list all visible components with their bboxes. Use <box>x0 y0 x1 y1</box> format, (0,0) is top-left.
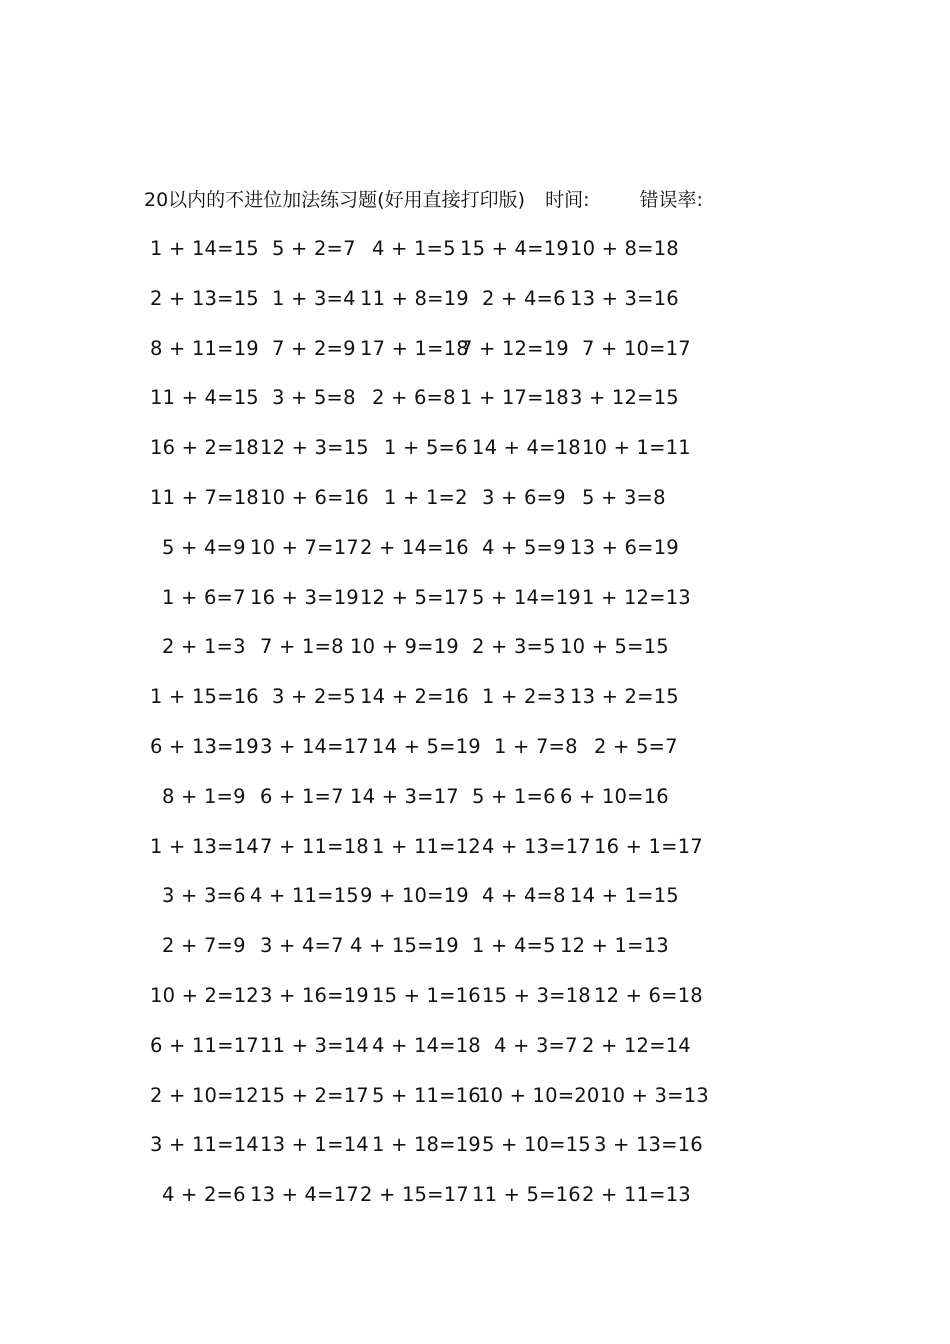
time-label: 时间: <box>545 189 590 211</box>
equation-cell: 7 + 11=18 <box>260 834 369 858</box>
equation-cell: 2 + 4=6 <box>482 286 566 310</box>
equation-cell: 3 + 2=5 <box>272 685 356 709</box>
equation-cell: 4 + 4=8 <box>482 884 566 908</box>
equation-cell: 1 + 1=2 <box>384 485 468 509</box>
equation-cell: 7 + 10=17 <box>582 336 691 360</box>
equation-cell: 2 + 6=8 <box>372 386 456 410</box>
equation-cell: 1 + 5=6 <box>384 436 468 460</box>
equation-cell: 5 + 11=16 <box>372 1083 481 1107</box>
equation-cell: 4 + 11=15 <box>250 884 359 908</box>
equation-cell: 2 + 12=14 <box>582 1033 691 1057</box>
equation-cell: 1 + 15=16 <box>150 685 259 709</box>
equation-cell: 14 + 5=19 <box>372 734 481 758</box>
equation-cell: 15 + 3=18 <box>482 983 591 1007</box>
equation-cell: 11 + 3=14 <box>260 1033 369 1057</box>
equation-cell: 2 + 14=16 <box>360 535 469 559</box>
equation-cell: 16 + 1=17 <box>594 834 703 858</box>
equation-cell: 1 + 13=14 <box>150 834 259 858</box>
equation-cell: 5 + 10=15 <box>482 1133 591 1157</box>
equation-cell: 15 + 2=17 <box>260 1083 369 1107</box>
equation-cell: 7 + 12=19 <box>460 336 569 360</box>
equation-cell: 10 + 7=17 <box>250 535 359 559</box>
equation-cell: 8 + 11=19 <box>150 336 259 360</box>
equation-cell: 3 + 11=14 <box>150 1133 259 1157</box>
equation-cell: 8 + 1=9 <box>162 784 246 808</box>
equation-cell: 13 + 3=16 <box>570 286 679 310</box>
equation-cell: 6 + 10=16 <box>560 784 669 808</box>
equation-cell: 10 + 1=11 <box>582 436 691 460</box>
equation-cell: 4 + 2=6 <box>162 1183 246 1207</box>
equation-cell: 13 + 4=17 <box>250 1183 359 1207</box>
equation-cell: 4 + 3=7 <box>494 1033 578 1057</box>
equation-cell: 12 + 1=13 <box>560 934 669 958</box>
equation-cell: 2 + 10=12 <box>150 1083 259 1107</box>
equation-cell: 5 + 14=19 <box>472 585 581 609</box>
equation-cell: 11 + 4=15 <box>150 386 259 410</box>
equation-cell: 4 + 15=19 <box>350 934 459 958</box>
equation-cell: 2 + 7=9 <box>162 934 246 958</box>
equation-cell: 10 + 8=18 <box>570 237 679 260</box>
equation-cell: 3 + 12=15 <box>570 386 679 410</box>
equation-cell: 3 + 6=9 <box>482 485 566 509</box>
equation-cell: 1 + 6=7 <box>162 585 246 609</box>
equation-cell: 12 + 6=18 <box>594 983 703 1007</box>
equation-cell: 2 + 3=5 <box>472 635 556 659</box>
error-rate-label: 错误率: <box>639 189 703 211</box>
equation-cell: 1 + 3=4 <box>272 286 356 310</box>
equation-cell: 14 + 1=15 <box>570 884 679 908</box>
worksheet-header <box>144 186 703 214</box>
equation-cell: 1 + 7=8 <box>494 734 578 758</box>
equation-cell: 15 + 4=19 <box>460 237 569 260</box>
equation-cell: 1 + 4=5 <box>472 934 556 958</box>
equation-cell: 12 + 3=15 <box>260 436 369 460</box>
equation-cell: 4 + 14=18 <box>372 1033 481 1057</box>
equation-cell: 10 + 2=12 <box>150 983 259 1007</box>
equation-cell: 16 + 2=18 <box>150 436 259 460</box>
equation-cell: 2 + 15=17 <box>360 1183 469 1207</box>
equation-cell: 12 + 5=17 <box>360 585 469 609</box>
equation-cell: 11 + 8=19 <box>360 286 469 310</box>
equation-cell: 7 + 2=9 <box>272 336 356 360</box>
equation-cell: 5 + 4=9 <box>162 535 246 559</box>
equation-cell: 7 + 1=8 <box>260 635 344 659</box>
equation-cell: 6 + 1=7 <box>260 784 344 808</box>
equation-cell: 1 + 2=3 <box>482 685 566 709</box>
equation-cell: 3 + 14=17 <box>260 734 369 758</box>
equation-cell: 5 + 1=6 <box>472 784 556 808</box>
equation-cell: 10 + 5=15 <box>560 635 669 659</box>
equation-cell: 1 + 12=13 <box>582 585 691 609</box>
equation-cell: 10 + 6=16 <box>260 485 369 509</box>
equation-cell: 13 + 1=14 <box>260 1133 369 1157</box>
equation-cell: 6 + 13=19 <box>150 734 259 758</box>
equation-cell: 3 + 13=16 <box>594 1133 703 1157</box>
equation-cell: 11 + 7=18 <box>150 485 259 509</box>
equation-cell: 5 + 2=7 <box>272 237 356 260</box>
equation-cell: 13 + 6=19 <box>570 535 679 559</box>
equation-cell: 9 + 10=19 <box>360 884 469 908</box>
equation-cell: 11 + 5=16 <box>472 1183 581 1207</box>
equation-cell: 14 + 4=18 <box>472 436 581 460</box>
equation-cell: 1 + 18=19 <box>372 1133 481 1157</box>
equation-cell: 3 + 16=19 <box>260 983 369 1007</box>
equation-cell: 2 + 11=13 <box>582 1183 691 1207</box>
equation-cell: 1 + 17=18 <box>460 386 569 410</box>
equation-cell: 4 + 13=17 <box>482 834 591 858</box>
equation-cell: 1 + 11=12 <box>372 834 481 858</box>
equation-cell: 15 + 1=16 <box>372 983 481 1007</box>
equation-cell: 2 + 1=3 <box>162 635 246 659</box>
equation-cell: 5 + 3=8 <box>582 485 666 509</box>
equation-cell: 14 + 2=16 <box>360 685 469 709</box>
equation-cell: 17 + 1=18 <box>360 336 469 360</box>
equation-cell: 6 + 11=17 <box>150 1033 259 1057</box>
worksheet-title: 20以内的不进位加法练习题(好用直接打印版) <box>144 189 526 211</box>
equation-cell: 16 + 3=19 <box>250 585 359 609</box>
equation-cell: 10 + 9=19 <box>350 635 459 659</box>
equation-cell: 2 + 13=15 <box>150 286 259 310</box>
equation-cell: 13 + 2=15 <box>570 685 679 709</box>
equation-cell: 10 + 3=13 <box>600 1083 709 1107</box>
equation-cell: 4 + 1=5 <box>372 237 456 260</box>
equation-cell: 4 + 5=9 <box>482 535 566 559</box>
equation-cell: 3 + 3=6 <box>162 884 246 908</box>
equation-cell: 3 + 4=7 <box>260 934 344 958</box>
equation-cell: 3 + 5=8 <box>272 386 356 410</box>
equation-cell: 1 + 14=15 <box>150 237 259 260</box>
equation-cell: 2 + 5=7 <box>594 734 678 758</box>
equation-cell: 14 + 3=17 <box>350 784 459 808</box>
equation-cell: 10 + 10=20 <box>478 1083 600 1107</box>
